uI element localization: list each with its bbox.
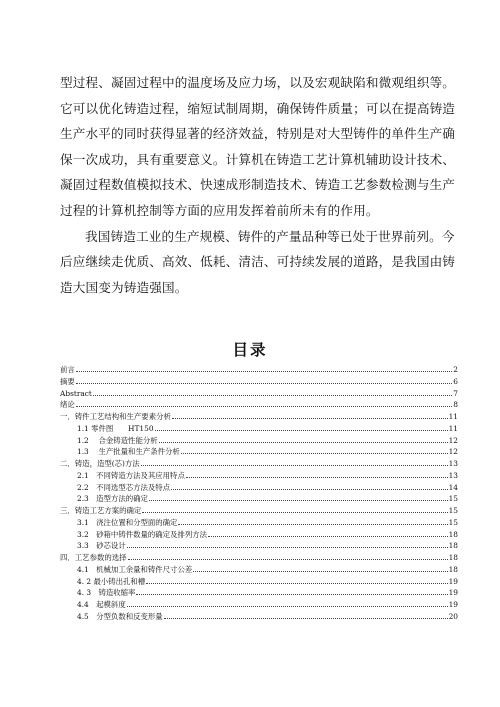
toc-leader-dots	[186, 468, 448, 478]
toc-entry-label: 前言	[60, 365, 75, 374]
toc-entry-label: 2.1 不同铸造方法及其应用特点	[77, 470, 185, 480]
toc-entry[interactable]	[60, 597, 458, 609]
toc-entry-label: 2.2 不同选型芯方法及特点	[77, 482, 171, 492]
toc-entry-label: 4.1 机械加工余量和铸件尺寸公差	[77, 564, 193, 574]
toc-entry-page: 19	[448, 600, 458, 609]
toc-entry[interactable]	[60, 538, 458, 550]
toc-entry[interactable]	[60, 456, 458, 468]
toc-entry[interactable]	[60, 550, 458, 562]
toc-leader-dots	[76, 397, 453, 407]
toc-entry-page: 15	[448, 517, 458, 527]
intro-paragraph: 我国铸造工业的生产规模、铸件的产量品种等已处于世界前列。今后应继续走优质、高效、低耗、清洁、可持续发展的道路，是我国由铸造大国变为铸造强国。	[60, 228, 456, 295]
toc-entry-label: 1.2 合金铸造性能分析	[77, 435, 158, 445]
table-of-contents	[60, 362, 458, 621]
toc-leader-dots	[141, 456, 448, 466]
toc-leader-dots	[178, 515, 447, 525]
toc-entry-page: 6	[453, 376, 458, 386]
toc-entry-page: 12	[448, 435, 458, 445]
toc-entry-page: 11	[448, 412, 458, 421]
toc-leader-dots	[208, 527, 448, 537]
toc-entry-label: 3.3 砂芯设计	[77, 541, 126, 551]
toc-entry-page: 8	[453, 400, 458, 410]
toc-entry-label: 2.3 造型方法的确定	[77, 494, 148, 504]
toc-leader-dots	[127, 597, 448, 607]
toc-entry-label: 四．工艺参数的选择	[60, 553, 127, 562]
toc-entry-label: 3.2 砂箱中铸件数量的确定及排列方法	[77, 529, 208, 539]
toc-entry[interactable]	[60, 409, 458, 421]
toc-entry-page: 18	[448, 553, 458, 562]
toc-entry-label: 绪论	[60, 400, 75, 410]
toc-leader-dots	[142, 503, 447, 513]
toc-leader-dots	[76, 374, 453, 384]
toc-entry-label: 二．铸造，造型(芯)方法	[60, 459, 140, 468]
toc-entry[interactable]	[60, 444, 458, 456]
toc-entry[interactable]	[60, 480, 458, 492]
toc-entry-page: 14	[448, 482, 458, 492]
toc-entry-page: 18	[448, 529, 458, 539]
toc-entry[interactable]	[60, 515, 458, 527]
toc-entry-page: 19	[448, 588, 458, 598]
toc-entry-page: 18	[448, 541, 458, 551]
toc-entry-label: 1.3 生产批量和生产条件分析	[77, 447, 180, 457]
toc-entry[interactable]	[60, 585, 458, 597]
toc-entry-page: 20	[448, 611, 458, 621]
toc-entry[interactable]	[60, 574, 458, 586]
toc-entry-label: 1.1 零件图 HT150	[77, 423, 154, 433]
toc-entry-label: 4. 3 铸造收缩率	[77, 588, 136, 598]
toc-entry-page: 19	[448, 576, 458, 586]
toc-entry-page: 18	[448, 564, 458, 574]
toc-leader-dots	[159, 433, 448, 443]
toc-leader-dots	[149, 491, 448, 501]
toc-leader-dots	[171, 480, 448, 490]
toc-entry-page: 12	[448, 447, 458, 457]
toc-entry-page: 11	[448, 423, 458, 433]
toc-entry[interactable]	[60, 397, 458, 409]
toc-entry[interactable]	[60, 362, 458, 374]
toc-leader-dots	[93, 386, 452, 396]
toc-entry[interactable]	[60, 374, 458, 386]
toc-leader-dots	[76, 362, 453, 372]
toc-entry-page: 13	[448, 459, 458, 468]
toc-leader-dots	[128, 550, 448, 560]
toc-entry-page: 13	[448, 470, 458, 480]
toc-entry[interactable]	[60, 491, 458, 503]
toc-leader-dots	[127, 538, 448, 548]
toc-leader-dots	[172, 409, 448, 419]
toc-entry-label: 三．铸造工艺方案的确定	[60, 506, 142, 515]
toc-entry[interactable]	[60, 503, 458, 515]
toc-leader-dots	[155, 421, 448, 431]
toc-leader-dots	[181, 444, 448, 454]
toc-leader-dots	[146, 574, 447, 584]
toc-entry-page: 15	[448, 494, 458, 504]
toc-entry-label: 4.4 起模斜度	[77, 600, 126, 609]
toc-entry[interactable]	[60, 609, 458, 621]
toc-entry[interactable]	[60, 468, 458, 480]
toc-entry-label: 摘要	[60, 376, 75, 386]
toc-entry-label: 一．铸件工艺结构和生产要素分析	[60, 412, 171, 421]
toc-title: 目录	[232, 340, 268, 359]
toc-entry-label: 4.5 分型负数和反变形量	[77, 611, 163, 621]
toc-entry[interactable]	[60, 433, 458, 445]
toc-entry-page: 15	[448, 506, 458, 515]
toc-leader-dots	[136, 585, 447, 595]
toc-entry[interactable]	[60, 562, 458, 574]
intro-paragraph: 型过程、凝固过程中的温度场及应力场，以及宏观缺陷和微观组织等。它可以优化铸造过程，缩短试制周期，确保铸件质量；可以在提高铸造生产水平的同时获得显著的经济效益，特别是对大型铸件的单件生产确保一次成功，具有重要意义。计算机在铸造工艺计算机辅助设计技术、凝固过程数值模拟技术、快速成形制造技术、铸造工艺参数检测与生产过程的计算机控制等方面的应用发挥着前所未有的作用。	[60, 75, 456, 218]
toc-entry-label: 3.1 浇注位置和分型面的确定	[77, 517, 178, 527]
toc-entry-page: 2	[453, 365, 458, 374]
toc-leader-dots	[164, 609, 448, 619]
toc-entry[interactable]	[60, 386, 458, 398]
toc-entry-page: 7	[453, 388, 458, 398]
toc-leader-dots	[193, 562, 447, 572]
intro-text	[60, 70, 458, 300]
toc-entry-label: Abstract	[60, 388, 92, 398]
toc-entry[interactable]	[60, 527, 458, 539]
toc-entry-label: 4. 2 最小铸出孔和槽	[77, 576, 146, 586]
toc-entry[interactable]	[60, 421, 458, 433]
